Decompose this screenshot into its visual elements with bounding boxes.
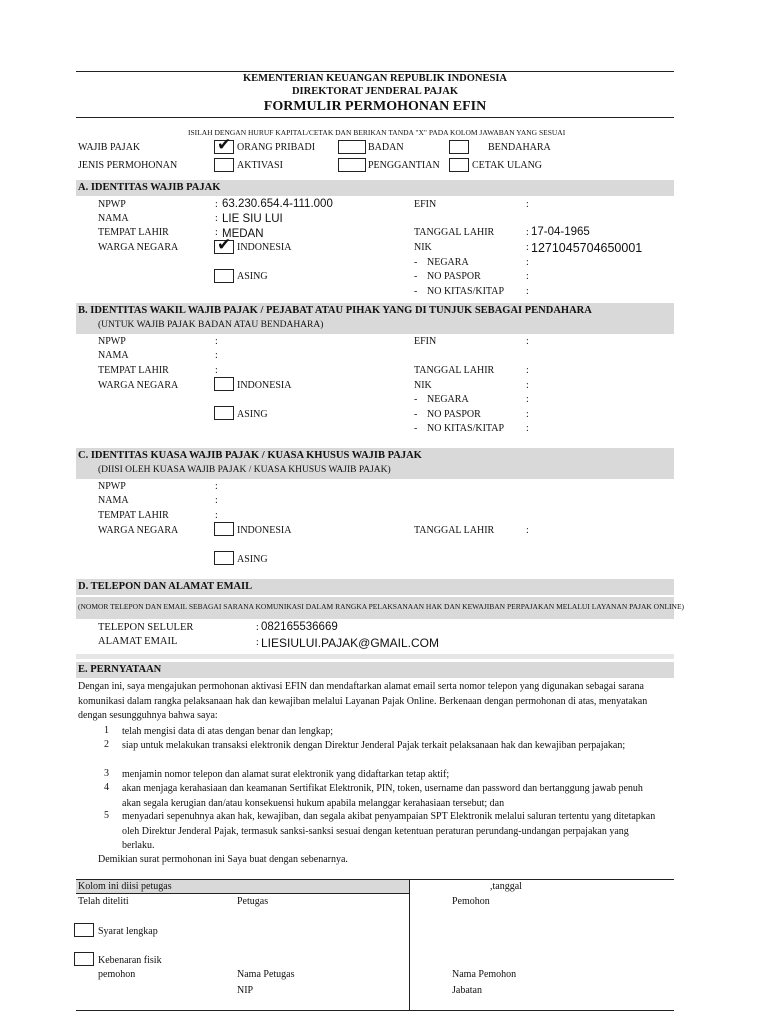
colon: : (526, 286, 529, 297)
c-indonesia-label: INDONESIA (237, 525, 292, 536)
colon: : (526, 271, 529, 282)
colon: : (215, 495, 218, 506)
nip-label: NIP (237, 985, 254, 996)
email-label: ALAMAT EMAIL (98, 636, 178, 647)
a-negara-label: NEGARA (427, 257, 469, 268)
a-nama-label: NAMA (98, 213, 129, 224)
dash: - (414, 257, 418, 268)
pernyataan-item: akan menjaga kerahasiaan dan keamanan Sertifikat Elektronik, PIN, token, username dan password dan bertanggung jawab penuh akan segala kerugian dan/atau konsekuensi hukum apabila melanggar kerahasiaan tersebut; dan (122, 783, 643, 809)
colon: : (215, 481, 218, 492)
a-warga-negara-label: WARGA NEGARA (98, 242, 179, 253)
option-bendahara: BENDAHARA (488, 142, 551, 153)
option-penggantian: PENGGANTIAN (368, 160, 440, 171)
dash: - (414, 423, 418, 434)
top-rule (76, 71, 674, 72)
section-b-title: B. IDENTITAS WAKIL WAJIB PAJAK / PEJABAT ATAU PIHAK YANG DI TUNJUK SEBAGAI PENDAHARA (78, 305, 592, 316)
syarat-lengkap-label: Syarat lengkap (98, 926, 158, 937)
c-nama-label: NAMA (98, 495, 129, 506)
checkbox-badan[interactable] (338, 140, 366, 154)
instruction-text: ISILAH DENGAN HURUF KAPITAL/CETAK DAN BERIKAN TANDA "X" PADA KOLOM JAWABAN YANG SESUAI (188, 128, 566, 137)
colon: : (526, 257, 529, 268)
c-asing-label: ASING (237, 554, 268, 565)
checkbox-penggantian[interactable] (338, 158, 366, 172)
a-efin-label: EFIN (414, 199, 437, 210)
a-tanggal-lahir-label: TANGGAL LAHIR (414, 227, 495, 238)
option-orang-pribadi: ORANG PRIBADI (237, 142, 316, 153)
kebenaran-fisik-label: Kebenaran fisik (98, 955, 162, 966)
a-indonesia-label: INDONESIA (237, 242, 292, 253)
tanggal-label: ,tanggal (490, 881, 522, 892)
footer-sub-rule (76, 893, 409, 894)
telepon-value[interactable]: 082165536669 (261, 621, 338, 633)
b-no-kitas-label: NO KITAS/KITAP (427, 423, 505, 434)
dash: - (414, 409, 418, 420)
b-negara-label: NEGARA (427, 394, 469, 405)
colon: : (526, 336, 529, 347)
section-d-header (76, 579, 674, 595)
dash: - (414, 394, 418, 405)
a-npwp-label: NPWP (98, 199, 126, 210)
pernyataan-closing: Demikian surat permohonan ini Saya buat dengan sebenarnya. (98, 854, 348, 865)
checkbox-orang-pribadi[interactable] (214, 135, 234, 155)
colon: : (215, 510, 218, 521)
colon: : (256, 637, 259, 648)
b-npwp-label: NPWP (98, 336, 126, 347)
kolom-petugas-label: Kolom ini diisi petugas (78, 881, 172, 892)
footer-divider (409, 880, 410, 1010)
section-d-subheader (76, 597, 685, 619)
section-e-title: E. PERNYATAAN (78, 664, 162, 675)
checkbox-c-asing[interactable] (214, 551, 234, 565)
colon: : (526, 380, 529, 391)
a-no-kitas-label: NO KITAS/KITAP (427, 286, 505, 297)
option-cetak-ulang: CETAK ULANG (472, 160, 543, 171)
colon: : (215, 336, 218, 347)
b-nik-label: NIK (414, 380, 432, 391)
checkbox-cetak-ulang[interactable] (449, 158, 469, 172)
pernyataan-item: menyadari sepenuhnya akan hak, kewajiban, dan segala akibat penyampaian SPT Elektronik melalui saluran tertentu yang ditetapkan oleh Direktur Jenderal Pajak, termasuk sanksi-sanksi sesuai dengan ketentuan peraturan perundang-undangan perpajakan yang berlaku. (122, 811, 656, 851)
dash: - (414, 286, 418, 297)
option-badan: BADAN (368, 142, 404, 153)
colon: : (215, 365, 218, 376)
pemohon-label: Pemohon (452, 896, 490, 907)
a-nik-label: NIK (414, 242, 432, 253)
colon: : (526, 394, 529, 405)
a-tempat-lahir-value[interactable]: MEDAN (222, 228, 264, 240)
section-c-header (76, 448, 674, 479)
b-asing-label: ASING (237, 409, 268, 420)
b-indonesia-label: INDONESIA (237, 380, 292, 391)
section-b-header (76, 303, 674, 334)
colon: : (526, 242, 529, 253)
ministry-title: KEMENTERIAN KEUANGAN REPUBLIK INDONESIA (243, 73, 507, 84)
b-nama-label: NAMA (98, 350, 129, 361)
checkbox-kebenaran-fisik[interactable] (74, 952, 94, 966)
section-c-title: C. IDENTITAS KUASA WAJIB PAJAK / KUASA KHUSUS WAJIB PAJAK (78, 450, 422, 461)
footer-bottom-rule (76, 1010, 674, 1011)
section-d-subtitle: (NOMOR TELEPON DAN EMAIL SEBAGAI SARANA KOMUNIKASI DALAM RANGKA PELAKSANAAN HAK DAN KEWAJIBAN PERPAJAKAN MELALUI LAYANAN PAJAK ONLINE) (78, 602, 685, 611)
option-aktivasi: AKTIVASI (237, 160, 283, 171)
nama-pemohon-label: Nama Pemohon (452, 969, 517, 980)
colon: : (526, 409, 529, 420)
checkbox-syarat-lengkap[interactable] (74, 923, 94, 937)
jabatan-label: Jabatan (452, 985, 482, 996)
colon: : (526, 423, 529, 434)
email-value[interactable]: LIESIULUI.PAJAK@GMAIL.COM (261, 636, 440, 650)
colon: : (215, 213, 218, 224)
colon: : (526, 227, 529, 238)
a-nik-value[interactable]: 1271045704650001 (531, 241, 643, 255)
check-mark-icon: ✔ (217, 135, 232, 155)
b-no-paspor-label: NO PASPOR (427, 409, 481, 420)
c-warga-negara-label: WARGA NEGARA (98, 525, 179, 536)
pernyataan-item: siap untuk melakukan transaksi elektronik dengan Direktur Jenderal Pajak terkait pelaksanaan hak dan kewajiban perpajakan; (122, 740, 626, 751)
nama-petugas-label: Nama Petugas (237, 969, 295, 980)
pernyataan-intro: Dengan ini, saya mengajukan permohonan aktivasi EFIN dan mendaftarkan alamat email serta nomor telepon yang digunakan sebagai sarana komunikasi dalam rangka pelaksanaan hak dan kewajiban melalui Layanan Pajak Online. Berkenaan dengan permohonan di atas, menyatakan dengan sesungguhnya bahwa saya: (78, 681, 648, 721)
a-asing-label: ASING (237, 271, 268, 282)
dash: - (414, 271, 418, 282)
colon: : (526, 365, 529, 376)
a-no-paspor-label: NO PASPOR (427, 271, 481, 282)
b-tanggal-lahir-label: TANGGAL LAHIR (414, 365, 495, 376)
telah-diteliti-label: Telah diteliti (78, 896, 129, 907)
wajib-pajak-label: WAJIB PAJAK (78, 142, 141, 153)
section-c-subtitle: (DIISI OLEH KUASA WAJIB PAJAK / KUASA KHUSUS WAJIB PAJAK) (98, 465, 391, 475)
colon: : (256, 622, 259, 633)
checkbox-a-indonesia[interactable] (214, 235, 234, 255)
c-tempat-lahir-label: TEMPAT LAHIR (98, 510, 169, 521)
directorate-title: DIREKTORAT JENDERAL PAJAK (291, 86, 459, 97)
form-title: FORMULIR PERMOHONAN EFIN (263, 99, 487, 114)
header-rule (76, 117, 674, 118)
item-number: 1 (104, 725, 109, 736)
colon: : (526, 525, 529, 536)
section-b-subtitle: (UNTUK WAJIB PAJAK BADAN ATAU BENDAHARA) (98, 320, 324, 330)
checkbox-a-asing[interactable] (214, 269, 234, 283)
c-npwp-label: NPWP (98, 481, 126, 492)
telepon-label: TELEPON SELULER (98, 622, 194, 633)
section-e-header (76, 662, 674, 678)
colon: : (215, 350, 218, 361)
section-a-title: A. IDENTITAS WAJIB PAJAK (78, 182, 221, 193)
section-a-header (76, 180, 674, 196)
a-nama-value[interactable]: LIE SIU LUI (222, 213, 283, 225)
pernyataan-item: telah mengisi data di atas dengan benar dan lengkap; (122, 726, 334, 737)
check-mark-icon: ✔ (217, 235, 232, 255)
b-warga-negara-label: WARGA NEGARA (98, 380, 179, 391)
section-d-title: D. TELEPON DAN ALAMAT EMAIL (78, 581, 253, 592)
colon: : (215, 227, 218, 238)
checkbox-c-indonesia[interactable] (214, 522, 234, 536)
jenis-permohonan-label: JENIS PERMOHONAN (78, 160, 178, 171)
item-number: 5 (104, 810, 109, 821)
item-number: 4 (104, 782, 109, 793)
checkbox-bendahara[interactable] (449, 140, 469, 154)
petugas-label: Petugas (237, 896, 269, 907)
pernyataan-item: menjamin nomor telepon dan alamat surat elektronik yang didaftarkan tetap aktif; (122, 769, 450, 780)
a-tempat-lahir-label: TEMPAT LAHIR (98, 227, 169, 238)
b-efin-label: EFIN (414, 336, 437, 347)
a-tanggal-lahir-value[interactable]: 17-04-1965 (531, 226, 590, 238)
colon: : (526, 199, 529, 210)
colon: : (215, 199, 218, 210)
item-number: 3 (104, 768, 109, 779)
checkbox-b-asing[interactable] (214, 406, 234, 420)
a-npwp-value[interactable]: 63.230.654.4-111.000 (222, 198, 333, 210)
c-tanggal-lahir-label: TANGGAL LAHIR (414, 525, 495, 536)
pemohon-small-label: pemohon (98, 969, 136, 980)
item-number: 2 (104, 739, 109, 750)
checkbox-aktivasi[interactable] (214, 158, 234, 172)
checkbox-b-indonesia[interactable] (214, 377, 234, 391)
b-tempat-lahir-label: TEMPAT LAHIR (98, 365, 169, 376)
divider (76, 654, 674, 659)
